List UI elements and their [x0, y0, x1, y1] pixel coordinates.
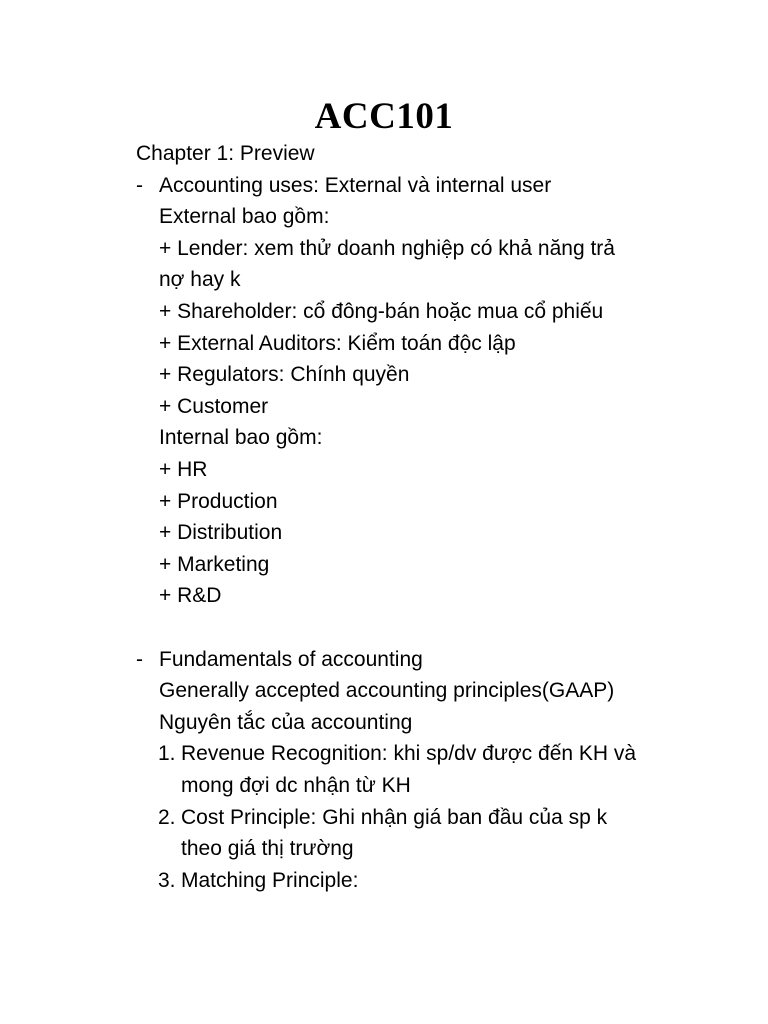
internal-item: + Distribution	[159, 521, 283, 545]
principle-text: Matching Principle:	[181, 868, 359, 892]
gaap-line: Generally accepted accounting principles(GAAP)	[159, 679, 615, 703]
principle-number: 3.	[158, 868, 176, 892]
principle-number: 2.	[158, 805, 176, 829]
internal-item: + Marketing	[159, 552, 270, 576]
external-heading: External bao gồm:	[159, 205, 330, 229]
principle-text-continued: mong đợi dc nhận từ KH	[181, 774, 411, 797]
principle-number: 1.	[158, 742, 176, 766]
internal-heading: Internal bao gồm:	[159, 426, 323, 450]
external-item-continued: nợ hay k	[159, 268, 241, 292]
internal-item: + R&D	[159, 584, 222, 608]
section2-heading: Fundamentals of accounting	[159, 647, 423, 671]
principle-text-continued: theo giá thị trường	[181, 837, 354, 861]
external-item: + Customer	[159, 394, 269, 418]
section1-bullet: -	[136, 173, 143, 197]
chapter-heading: Chapter 1: Preview	[136, 142, 315, 165]
section2-bullet: -	[136, 647, 143, 671]
principle-text: Cost Principle: Ghi nhận giá ban đầu của sp k	[181, 805, 608, 829]
external-item: + External Auditors: Kiểm toán độc lập	[159, 331, 516, 355]
document-title: ACC101	[314, 96, 454, 137]
internal-item: + HR	[159, 458, 208, 481]
principle-text: Revenue Recognition: khi sp/dv được đến KH và	[181, 742, 637, 766]
section1-heading: Accounting uses: External và internal user	[159, 173, 552, 197]
external-item: + Regulators: Chính quyền	[159, 363, 410, 387]
external-item: + Shareholder: cổ đông-bán hoặc mua cổ phiếu	[159, 300, 604, 323]
principles-heading: Nguyên tắc của accounting	[159, 710, 413, 734]
external-item: + Lender: xem thử doanh nghiệp có khả năng trả	[159, 236, 615, 260]
internal-item: + Production	[159, 489, 278, 513]
